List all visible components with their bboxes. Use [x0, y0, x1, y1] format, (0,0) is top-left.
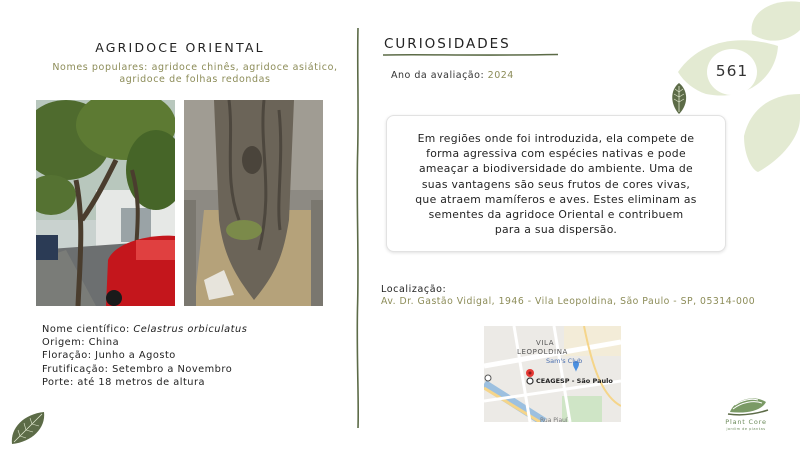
location-map[interactable]: [484, 326, 621, 422]
size-row: Porte: até 18 metros de altura: [42, 376, 206, 388]
species-facts: [42, 323, 247, 389]
brand-tagline: jardim de plantas: [726, 427, 766, 431]
map-district-label: VILA: [536, 339, 555, 347]
street-trees-photo: [36, 100, 175, 306]
leaf-icon: [8, 408, 48, 446]
map-street-label: Rua Piauí: [540, 417, 568, 422]
origin-row: Origem: China: [42, 337, 120, 349]
curiosities-heading: CURIOSIDADES: [384, 36, 511, 52]
curiosity-text: [393, 131, 719, 237]
species-title: AGRIDOCE ORIENTAL: [95, 40, 265, 55]
heading-underline: [383, 51, 558, 59]
curiosity-line: ameaçar a biodiversidade do ambiente. Uma de: [419, 162, 693, 176]
evaluation-year-value: 2024: [487, 70, 514, 81]
fruiting-row: Frutificação: Setembro a Novembro: [42, 363, 233, 375]
map-pin-label: CEAGESP - São Paulo: [536, 377, 613, 385]
location-address: Av. Dr. Gastão Vidigal, 1946 - Vila Leopoldina, São Paulo - SP, 05314-000: [381, 296, 756, 307]
leaf-icon: [668, 82, 690, 116]
brand-name: Plant Core: [725, 418, 767, 426]
popular-names-line: Nomes populares: agridoce chinês, agridoce asiático,: [52, 62, 338, 73]
scientific-name-row: [42, 323, 247, 336]
map-district-label: LEOPOLDINA: [517, 348, 568, 356]
popular-names: [40, 62, 350, 86]
scientific-name-label: Nome científico:: [42, 324, 134, 335]
curiosity-line: que atraem mamíferos e aves. Estes eliminam as: [415, 192, 697, 206]
evaluation-year-label: Ano da avaliação:: [391, 70, 488, 81]
location-label: Localização:: [381, 284, 447, 295]
map-store-label: Sam's Club: [546, 357, 583, 365]
curiosity-line: forma agressiva com espécies nativas e pode: [426, 147, 686, 161]
curiosity-line: para a sua dispersão.: [494, 223, 618, 237]
catalog-number: 561: [715, 62, 749, 80]
scientific-name-value: Celastrus orbiculatus: [133, 324, 248, 335]
curiosity-line: Em regiões onde foi introduzida, ela compete de: [417, 132, 695, 145]
curiosity-line: suas vantagens são seus frutos de cores vivas,: [421, 177, 691, 191]
vertical-divider: [348, 28, 368, 428]
flowering-row: Floração: Junho a Agosto: [42, 350, 176, 362]
evaluation-year: [391, 70, 514, 81]
popular-names-line: agridoce de folhas redondas: [119, 74, 271, 85]
curiosity-line: sementes da agridoce Oriental e contribuem: [428, 208, 684, 222]
trunk-photo: [184, 100, 323, 306]
